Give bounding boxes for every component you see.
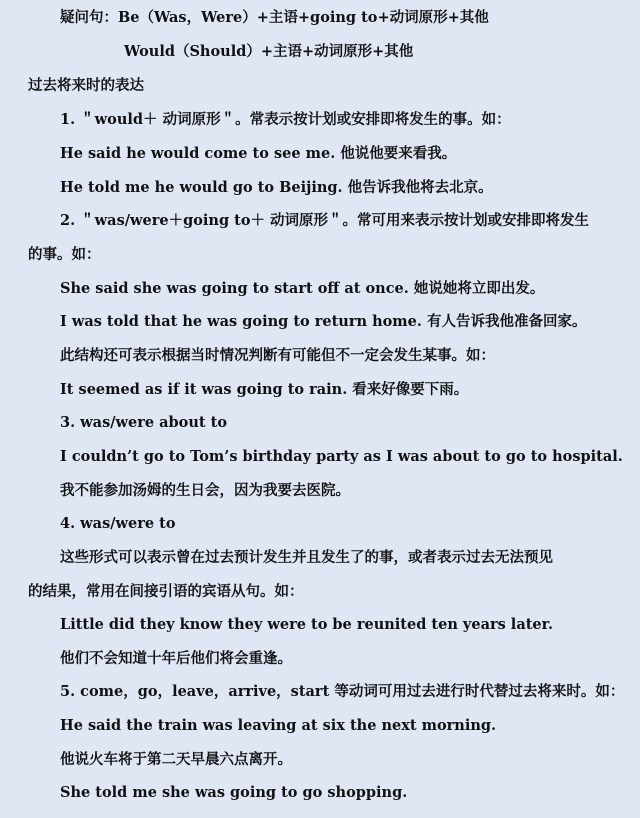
rule-4-desc: 这些形式可以表示曾在过去预计发生并且发生了的事，或者表示过去无法预见 — [60, 549, 553, 566]
rule-2-note: 此结构还可表示根据当时情况判断有可能但不一定会发生某事。如： — [60, 347, 495, 364]
example-3-zh: 我不能参加汤姆的生日会，因为我要去医院。 — [60, 482, 350, 499]
example-1b: He told me he would go to Beijing. 他告诉我他将去北京。 — [60, 179, 493, 196]
rule-4-desc-continued: 的结果，常用在间接引语的宾语从句。如： — [28, 583, 304, 600]
rule-3: 3. was/were about to — [60, 414, 228, 431]
example-3-en: I couldn’t go to Tom’s birthday party as I was about to go to hospital. — [60, 448, 623, 465]
example-1a: He said he would come to see me. 他说他要来看我。 — [60, 145, 457, 162]
question-form-line-2: Would（Should）+主语+动词原形+其他 — [124, 43, 414, 60]
example-5b-en: She told me she was going to go shopping. — [60, 784, 408, 801]
rule-5: 5. come，go，leave，arrive，start 等动词可用过去进行时代替过去将来时。如： — [60, 683, 625, 700]
example-4-en: Little did they know they were to be reunited ten years later. — [60, 616, 553, 633]
section-heading: 过去将来时的表达 — [28, 77, 144, 94]
example-2b: I was told that he was going to return home. 有人告诉我他准备回家。 — [60, 313, 587, 330]
example-4-zh: 他们不会知道十年后他们将会重逢。 — [60, 650, 292, 667]
question-form-line-1: 疑问句：Be（Was，Were）+主语+going to+动词原形+其他 — [60, 9, 489, 26]
example-2c: It seemed as if it was going to rain. 看来好像要下雨。 — [60, 381, 469, 398]
rule-4: 4. was/were to — [60, 515, 176, 532]
example-2a: She said she was going to start off at once. 她说她将立即出发。 — [60, 280, 545, 297]
example-5a-zh: 他说火车将于第二天早晨六点离开。 — [60, 751, 292, 768]
example-5a-en: He said the train was leaving at six the next morning. — [60, 717, 497, 734]
rule-2: 2. ＂was/were＋going to＋ 动词原形＂。常可用来表示按计划或安排即将发生 — [60, 212, 590, 229]
rule-2-continued: 的事。如： — [28, 246, 101, 263]
rule-1: 1. ＂would＋ 动词原形＂。常表示按计划或安排即将发生的事。如： — [60, 111, 511, 128]
